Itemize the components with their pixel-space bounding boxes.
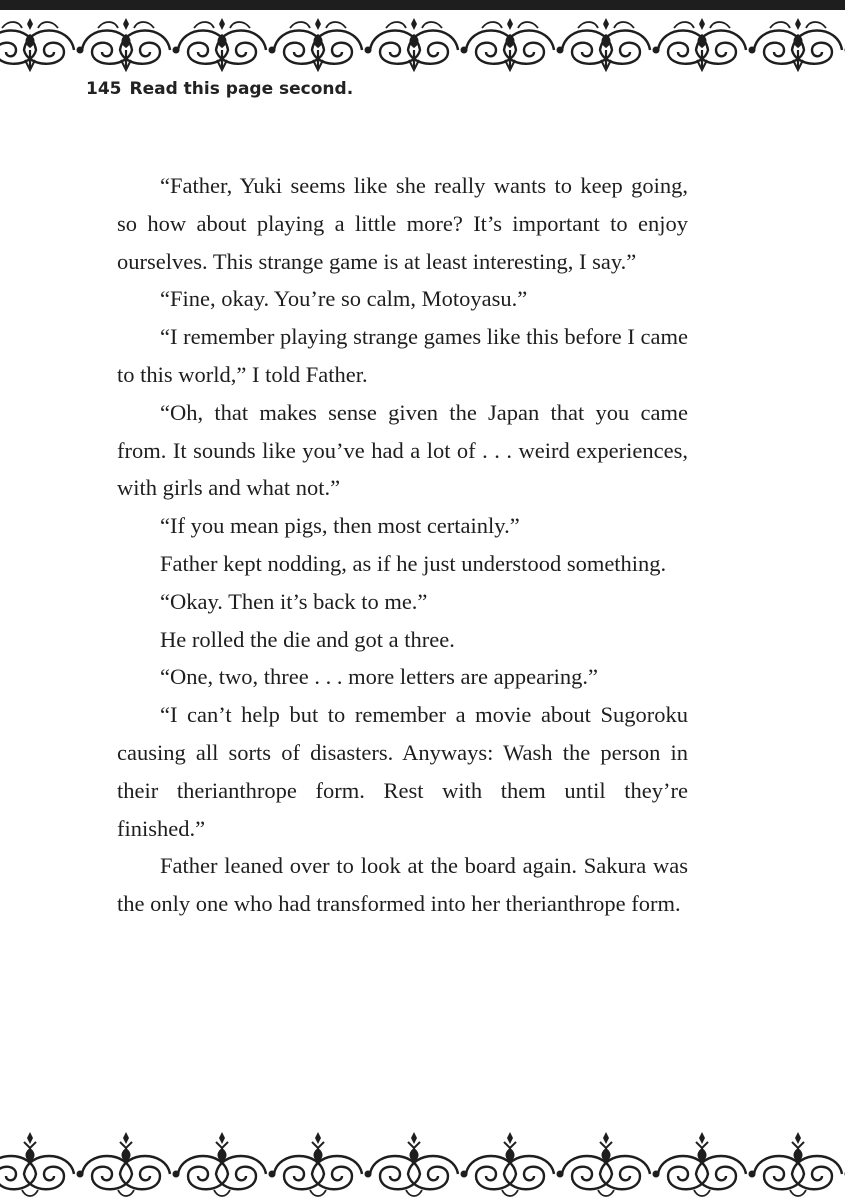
paragraph: “Fine, okay. You’re so calm, Motoyasu.”: [160, 286, 528, 312]
top-edge-bar: [0, 0, 845, 10]
paragraph: “Oh, that makes sense given the Japan that you came from. It sounds like you’ve had a lot of . . . weird experiences, with girls and what not.”: [117, 399, 688, 501]
reading-order-note: Read this page second.: [129, 79, 354, 99]
paragraph: “I remember playing strange games like this before I came to this world,” I told Father.: [117, 324, 688, 387]
page-number: 145: [86, 79, 122, 99]
body-text: [117, 167, 688, 923]
paragraph: “I can’t help but to remember a movie about Sugoroku causing all sorts of disasters. Anyways: Wash the person in their therianthrope form. Rest with them until they’re finished.”: [117, 702, 688, 841]
top-ornamental-border: [0, 10, 845, 74]
page-header: [86, 79, 353, 99]
paragraph: Father kept nodding, as if he just understood something.: [160, 550, 667, 576]
paragraph: Father leaned over to look at the board again. Sakura was the only one who had transformed into her therianthrope form.: [117, 853, 688, 917]
paragraph: He rolled the die and got a three.: [160, 626, 455, 652]
bottom-ornamental-border: [0, 1130, 845, 1200]
paragraph: “One, two, three . . . more letters are appearing.”: [160, 664, 598, 690]
paragraph: “If you mean pigs, then most certainly.”: [160, 513, 520, 539]
paragraph: “Okay. Then it’s back to me.”: [160, 588, 428, 614]
paragraph: “Father, Yuki seems like she really wants to keep going, so how about playing a little more? It’s important to enjoy ourselves. This strange game is at least interesting, I say.”: [117, 173, 688, 274]
